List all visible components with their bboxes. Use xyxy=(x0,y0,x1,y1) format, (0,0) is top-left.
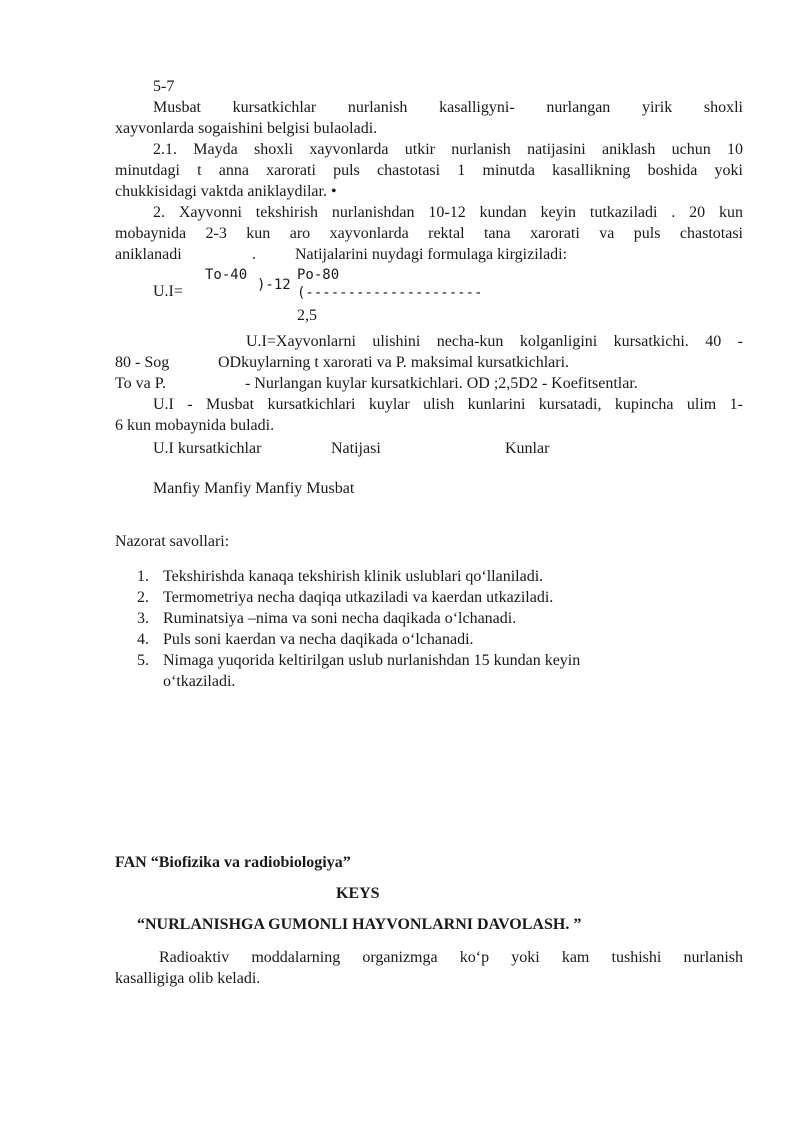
final-paragraph-line-2: kasalligiga olib keladi. xyxy=(115,970,261,987)
paragraph-4-line-2-b: ODkuylarning t xarorati va P. maksimal kursatkichlari. xyxy=(218,354,570,371)
list-item xyxy=(115,566,743,587)
question-text: Nimaga yuqorida keltirilgan uslub nurlanishdan 15 kundan keyin xyxy=(163,652,581,669)
paragraph-5-line-2: 6 kun mobaynida buladi. xyxy=(115,417,275,434)
paragraph-2-line-2: minutdagi t anna xarorati puls chastotasi 1 minutda kasallikning boshida yoki xyxy=(115,162,743,179)
list-item xyxy=(115,629,743,650)
paragraph-2-line-3: chukkisidagi vaktda aniklaydilar. • xyxy=(115,183,337,200)
paragraph-4-line-3 xyxy=(115,373,743,394)
questions-list xyxy=(115,566,743,692)
formula-label: U.I= xyxy=(153,283,183,300)
paragraph-1-line-1: Musbat kursatkichlar nurlanish kasalligyni- nurlangan yirik shoxli xyxy=(153,99,743,116)
fan-title: FAN “Biofizika va radiobiologiya” xyxy=(115,854,351,871)
question-number: 1. xyxy=(137,568,149,585)
question-number: 2. xyxy=(137,589,149,606)
paragraph-2-line-1: 2.1. Mayda shoxli xayvonlarda utkir nurlanish natijasini aniklash uchun 10 xyxy=(153,141,743,158)
paragraph-5-line-1: U.I - Musbat kursatkichlari kuylar ulish kunlarini kursatadi, kupincha ulim 1- xyxy=(153,396,743,413)
page-number-label: 5-7 xyxy=(153,78,175,95)
paragraph-3-line-2: mobaynida 2-3 kun aro xayvonlarda rektal tana xarorati va puls chastotasi xyxy=(115,225,743,242)
paragraph-4-line-1: U.I=Xayvonlarni ulishini necha-kun kolganligini kursatkichi. 40 - xyxy=(246,333,743,350)
table-col-indicators: U.I kursatkichlar xyxy=(153,440,262,457)
table-col-result: Natijasi xyxy=(331,440,381,457)
paragraph-1-line-2: xayvonlarda sogaishini belgisi bulaoladi. xyxy=(115,120,378,137)
document-page xyxy=(115,76,743,989)
final-paragraph-line-1: Radioaktiv moddalarning organizmga ko‘p yoki kam tushishi nurlanish xyxy=(159,949,743,966)
table-col-days: Kunlar xyxy=(505,440,550,457)
formula-po: Po-80 xyxy=(297,267,340,283)
paragraph-4-line-2 xyxy=(115,352,743,373)
formula-block xyxy=(115,265,743,331)
question-text: Tekshirishda kanaqa tekshirish klinik uslublari qo‘llaniladi. xyxy=(163,568,544,585)
paragraph-3-line-3-b: . xyxy=(252,246,256,263)
case-title: “NURLANISHGA GUMONLI HAYVONLARNI DAVOLASH. ” xyxy=(137,916,582,933)
question-number: 5. xyxy=(137,652,149,669)
keys-title: KEYS xyxy=(336,885,380,902)
list-item xyxy=(115,587,743,608)
question-number: 3. xyxy=(137,610,149,627)
formula-to: To-40 xyxy=(205,267,248,283)
paragraph-4-line-2-a: 80 - Sog xyxy=(115,354,170,371)
formula-dashes: (--------------------- xyxy=(297,285,483,301)
question-text-continued: o‘tkaziladi. xyxy=(163,673,236,690)
paragraph-4-line-3-b: - Nurlangan kuylar kursatkichlari. OD ;2,5D2 - Koefitsentlar. xyxy=(245,375,638,392)
paragraph-3-line-1: 2. Xayvonni tekshirish nurlanishdan 10-12 kundan keyin tutkaziladi . 20 kun xyxy=(153,204,743,221)
results-table-row: Manfiy Manfiy Manfiy Musbat xyxy=(153,480,355,497)
results-table-header xyxy=(115,438,743,459)
paragraph-3-line-3 xyxy=(115,244,743,265)
question-text: Ruminatsiya –nima va soni necha daqikada o‘lchanadi. xyxy=(163,610,517,627)
question-number: 4. xyxy=(137,631,149,648)
list-item xyxy=(115,650,743,692)
question-text: Termometriya necha daqiqa utkaziladi va kaerdan utkaziladi. xyxy=(163,589,554,606)
question-text: Puls soni kaerdan va necha daqikada o‘lchanadi. xyxy=(163,631,474,648)
questions-title: Nazorat savollari: xyxy=(115,533,230,550)
paragraph-3-line-3-a: aniklanadi xyxy=(115,246,182,263)
formula-denominator: 2,5 xyxy=(297,307,317,324)
list-item xyxy=(115,608,743,629)
paragraph-4-line-3-a: To va P. xyxy=(115,375,166,392)
paragraph-3-line-3-c: Natijalarini nuydagi formulaga kirgiziladi: xyxy=(295,246,568,263)
formula-paren: )-12 xyxy=(257,277,291,293)
